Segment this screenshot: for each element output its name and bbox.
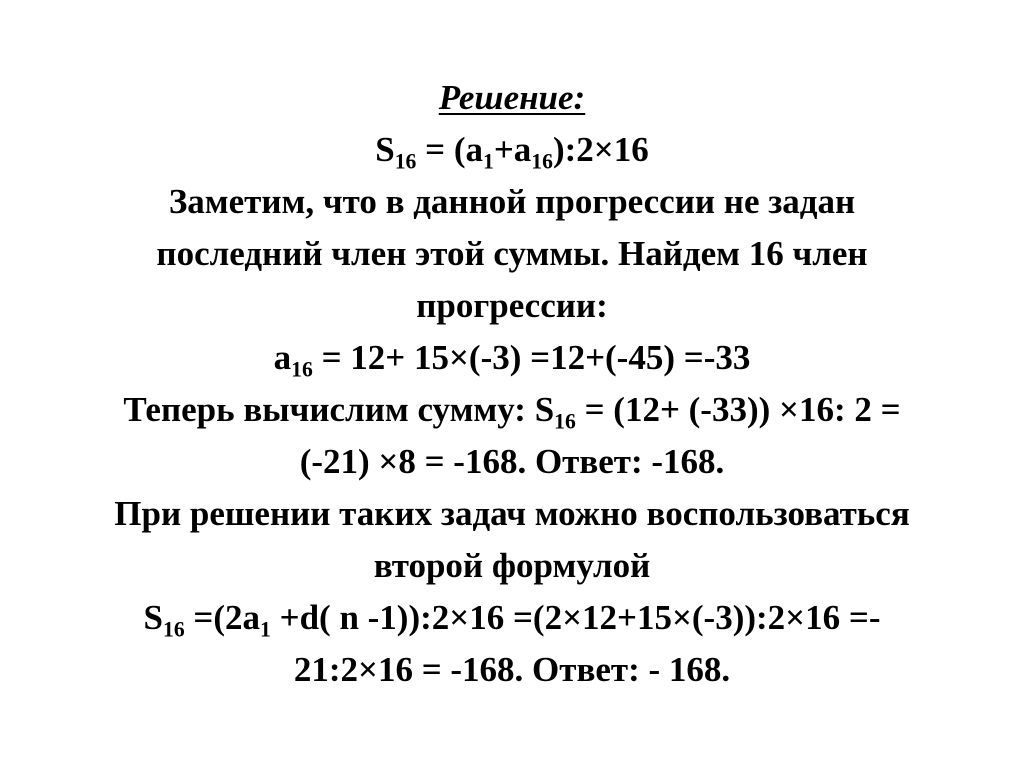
- a16-formula: $a_{16} = 12+ 15\times(-3) =12+(-45) =-33$: [273, 338, 751, 382]
- second-formula: $S_{16} =(2a_1 +d$( n -1)):2×16 =(2×12+15×(-3)):2×16 =-: [143, 598, 881, 642]
- solution-heading: Решение:: [438, 78, 586, 117]
- solution-text: [20, 72, 1004, 696]
- solution-heading-line: [20, 72, 1004, 124]
- sum-formula: $S_{16}$ = $(a_1+a_{16}):2\times 16$: [375, 130, 649, 174]
- sum-calculation: Теперь вычислим сумму: $S_{16} = (12+ (-33)) \times 16$: 2 =: [123, 390, 901, 434]
- text-line: второй формулой: [373, 546, 651, 585]
- sum-calculation-continued: (-21) ×8 = -168. Ответ: -168.: [299, 442, 725, 481]
- text-line: прогрессии:: [416, 286, 608, 325]
- second-formula-continued: 21:2×16 = -168. Ответ: - 168.: [293, 650, 731, 689]
- text-line: последний член этой суммы. Найдем 16 член: [156, 234, 868, 273]
- text-line: Заметим, что в данной прогрессии не задан: [168, 182, 856, 221]
- text-line: При решении таких задач можно воспользоваться: [114, 494, 910, 533]
